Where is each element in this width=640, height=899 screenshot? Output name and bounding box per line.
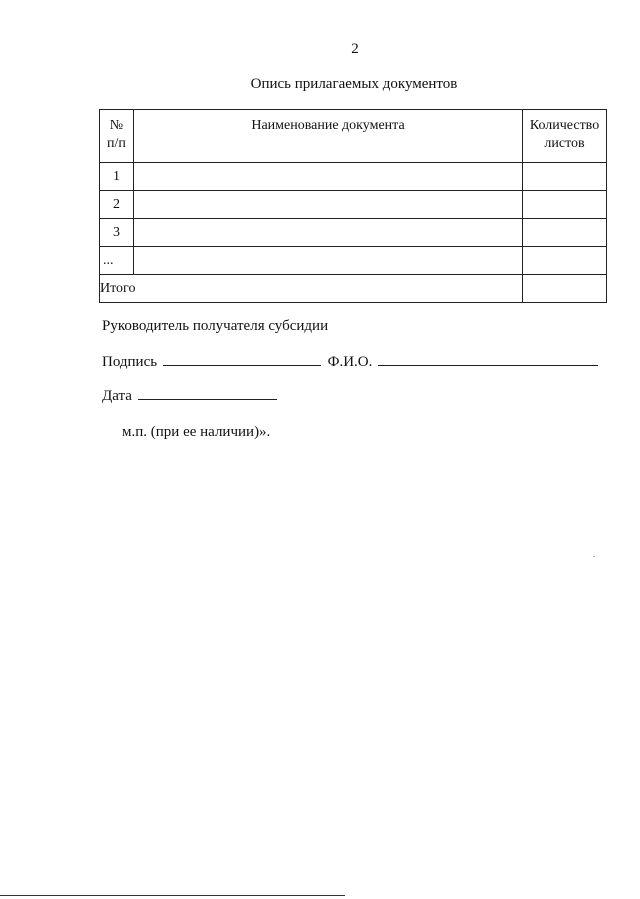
table-row [100, 219, 607, 247]
table-header-row [100, 110, 607, 163]
signature-label: Подпись [102, 354, 158, 370]
header-sheets: Количество листов [523, 110, 607, 163]
table-row [100, 163, 607, 191]
row-name [133, 219, 522, 247]
header-name: Наименование документа [133, 110, 522, 163]
footer-rule [0, 895, 345, 896]
fio-label: Ф.И.О. [327, 354, 373, 370]
table-total-row [100, 275, 607, 303]
row-sheets [523, 247, 607, 275]
signature-field[interactable] [163, 352, 321, 366]
page-number: 2 [351, 41, 359, 57]
row-name [133, 163, 522, 191]
row-sheets [523, 163, 607, 191]
row-num: 1 [100, 163, 134, 191]
row-num: ... [100, 247, 134, 275]
head-label: Руководитель получателя субсидии [102, 318, 329, 334]
document-title: Опись прилагаемых документов [250, 76, 458, 92]
total-label: Итого [100, 275, 523, 303]
row-sheets [523, 191, 607, 219]
total-sheets [523, 275, 607, 303]
header-num [100, 110, 134, 163]
stamp-note: м.п. (при ее наличии)». [122, 424, 271, 440]
table-row [100, 247, 607, 275]
date-label: Дата [102, 388, 132, 404]
date-line [102, 386, 277, 405]
row-name [133, 247, 522, 275]
row-num: 3 [100, 219, 134, 247]
row-sheets [523, 219, 607, 247]
fio-field[interactable] [378, 352, 598, 366]
row-name [133, 191, 522, 219]
scan-speck [593, 556, 595, 557]
header-num-label: № п/п [107, 118, 126, 151]
date-field[interactable] [138, 386, 277, 400]
table-row [100, 191, 607, 219]
documents-table [99, 109, 607, 303]
signature-line [102, 352, 598, 371]
row-num: 2 [100, 191, 134, 219]
